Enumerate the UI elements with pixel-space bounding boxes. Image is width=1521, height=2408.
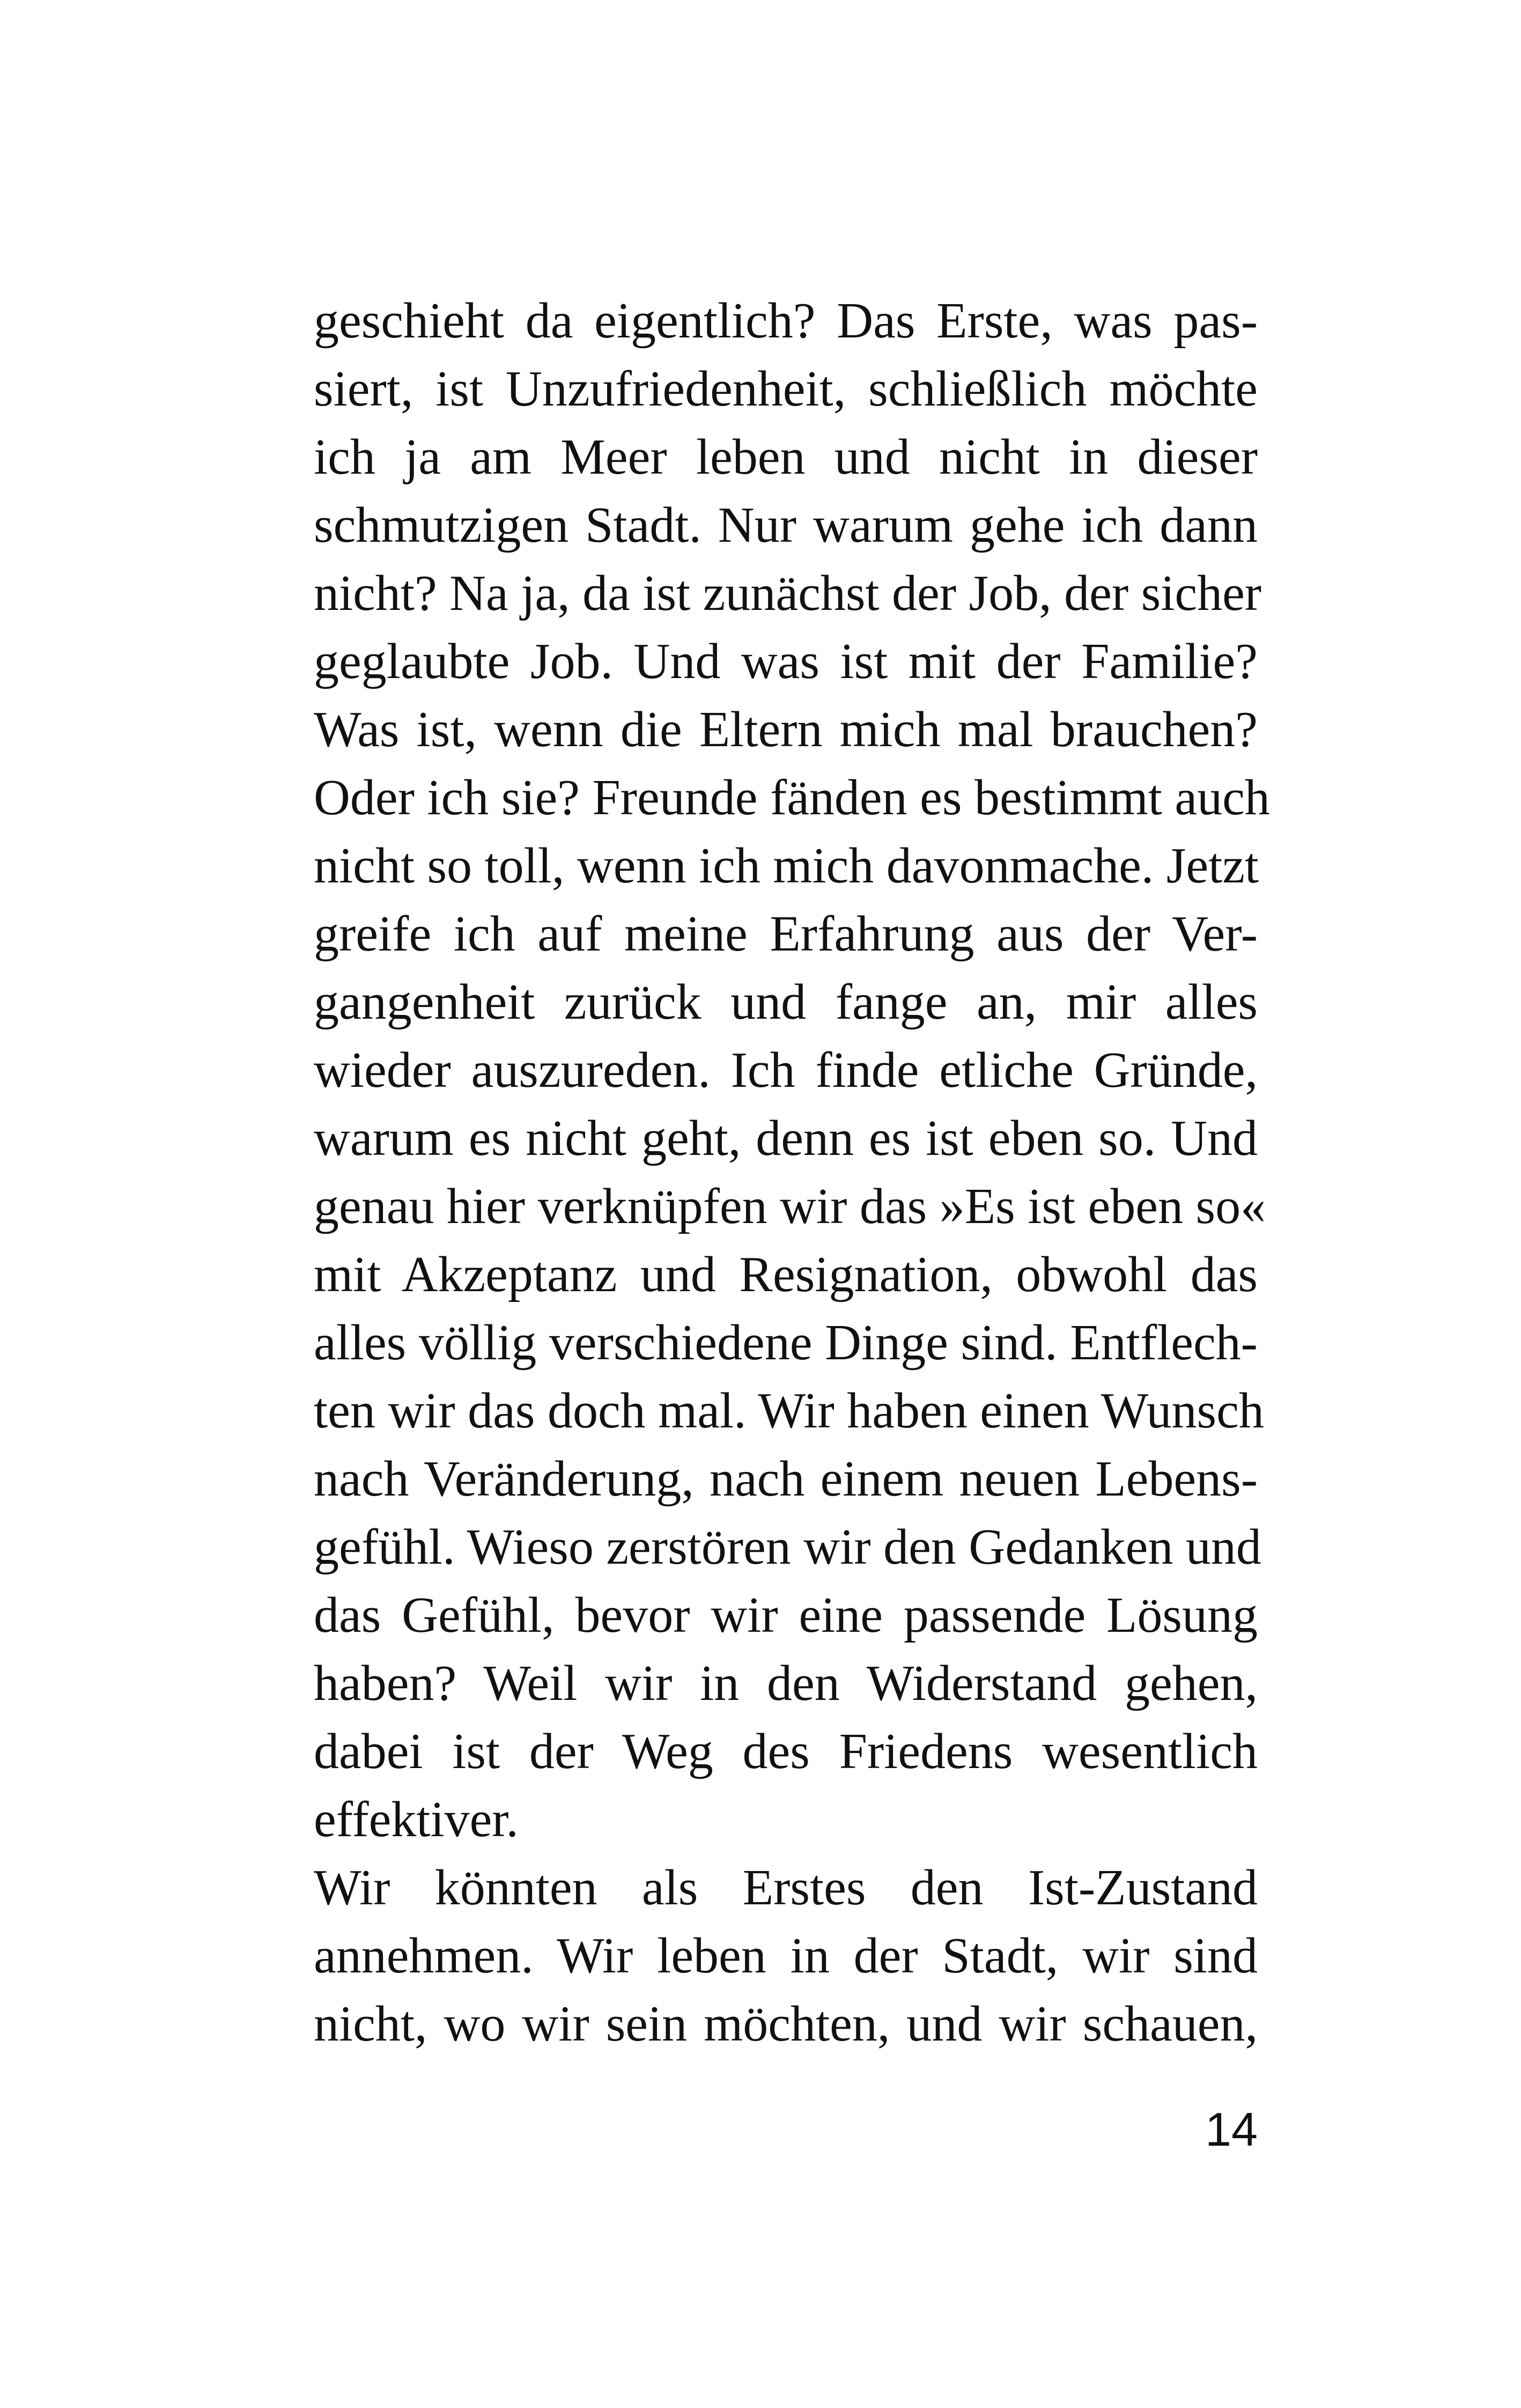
page-number: 14 [1205,2103,1258,2156]
text-line: Oder ich sie? Freunde fänden es bestimmt auch [314,770,1270,826]
text-line: siert, ist Unzufriedenheit, schließlich möchte [314,361,1258,417]
text-line: annehmen. Wir leben in der Stadt, wir sind [314,1928,1258,1984]
text-line: das Gefühl, bevor wir eine passende Lösung [314,1587,1258,1643]
text-line: geschieht da eigentlich? Das Erste, was pas- [314,293,1258,349]
text-line: nicht so toll, wenn ich mich davonmache. Jetzt [314,838,1259,894]
text-line: gangenheit zurück und fange an, mir alles [314,974,1258,1030]
text-line: haben? Weil wir in den Widerstand gehen, [314,1655,1258,1711]
text-line: mit Akzeptanz und Resignation, obwohl das [314,1247,1258,1302]
text-line: nicht? Na ja, da ist zunächst der Job, der sicher [314,565,1262,621]
paragraph [314,287,1270,1854]
text-line: Was ist, wenn die Eltern mich mal brauchen? [314,702,1258,757]
text-line: geglaubte Job. Und was ist mit der Familie? [314,634,1258,689]
text-line: genau hier verknüpfen wir das »Es ist eben so« [314,1179,1266,1234]
text-line: nach Veränderung, nach einem neuen Lebens- [314,1451,1258,1507]
text-line: effektiver. [314,1792,519,1847]
text-line: greife ich auf meine Erfahrung aus der Ver- [314,906,1258,962]
text-line: nicht, wo wir sein möchten, und wir schauen, [314,1996,1258,2052]
text-line: Wir könnten als Erstes den Ist-Zustand [314,1860,1258,1916]
text-line: wieder auszureden. Ich finde etliche Gründe, [314,1042,1258,1098]
paragraph [314,1854,1258,2058]
text-line: warum es nicht geht, denn es ist eben so. Und [314,1110,1258,1166]
text-line: dabei ist der Weg des Friedens wesentlich [314,1724,1258,1779]
text-line: gefühl. Wieso zerstören wir den Gedanken und [314,1519,1261,1575]
text-line: ich ja am Meer leben und nicht in dieser [314,429,1258,485]
text-line: alles völlig verschiedene Dinge sind. Entflech- [314,1315,1258,1371]
text-line: schmutzigen Stadt. Nur warum gehe ich dann [314,497,1258,553]
text-line: ten wir das doch mal. Wir haben einen Wunsch [314,1383,1264,1439]
body-text [314,287,1270,2058]
